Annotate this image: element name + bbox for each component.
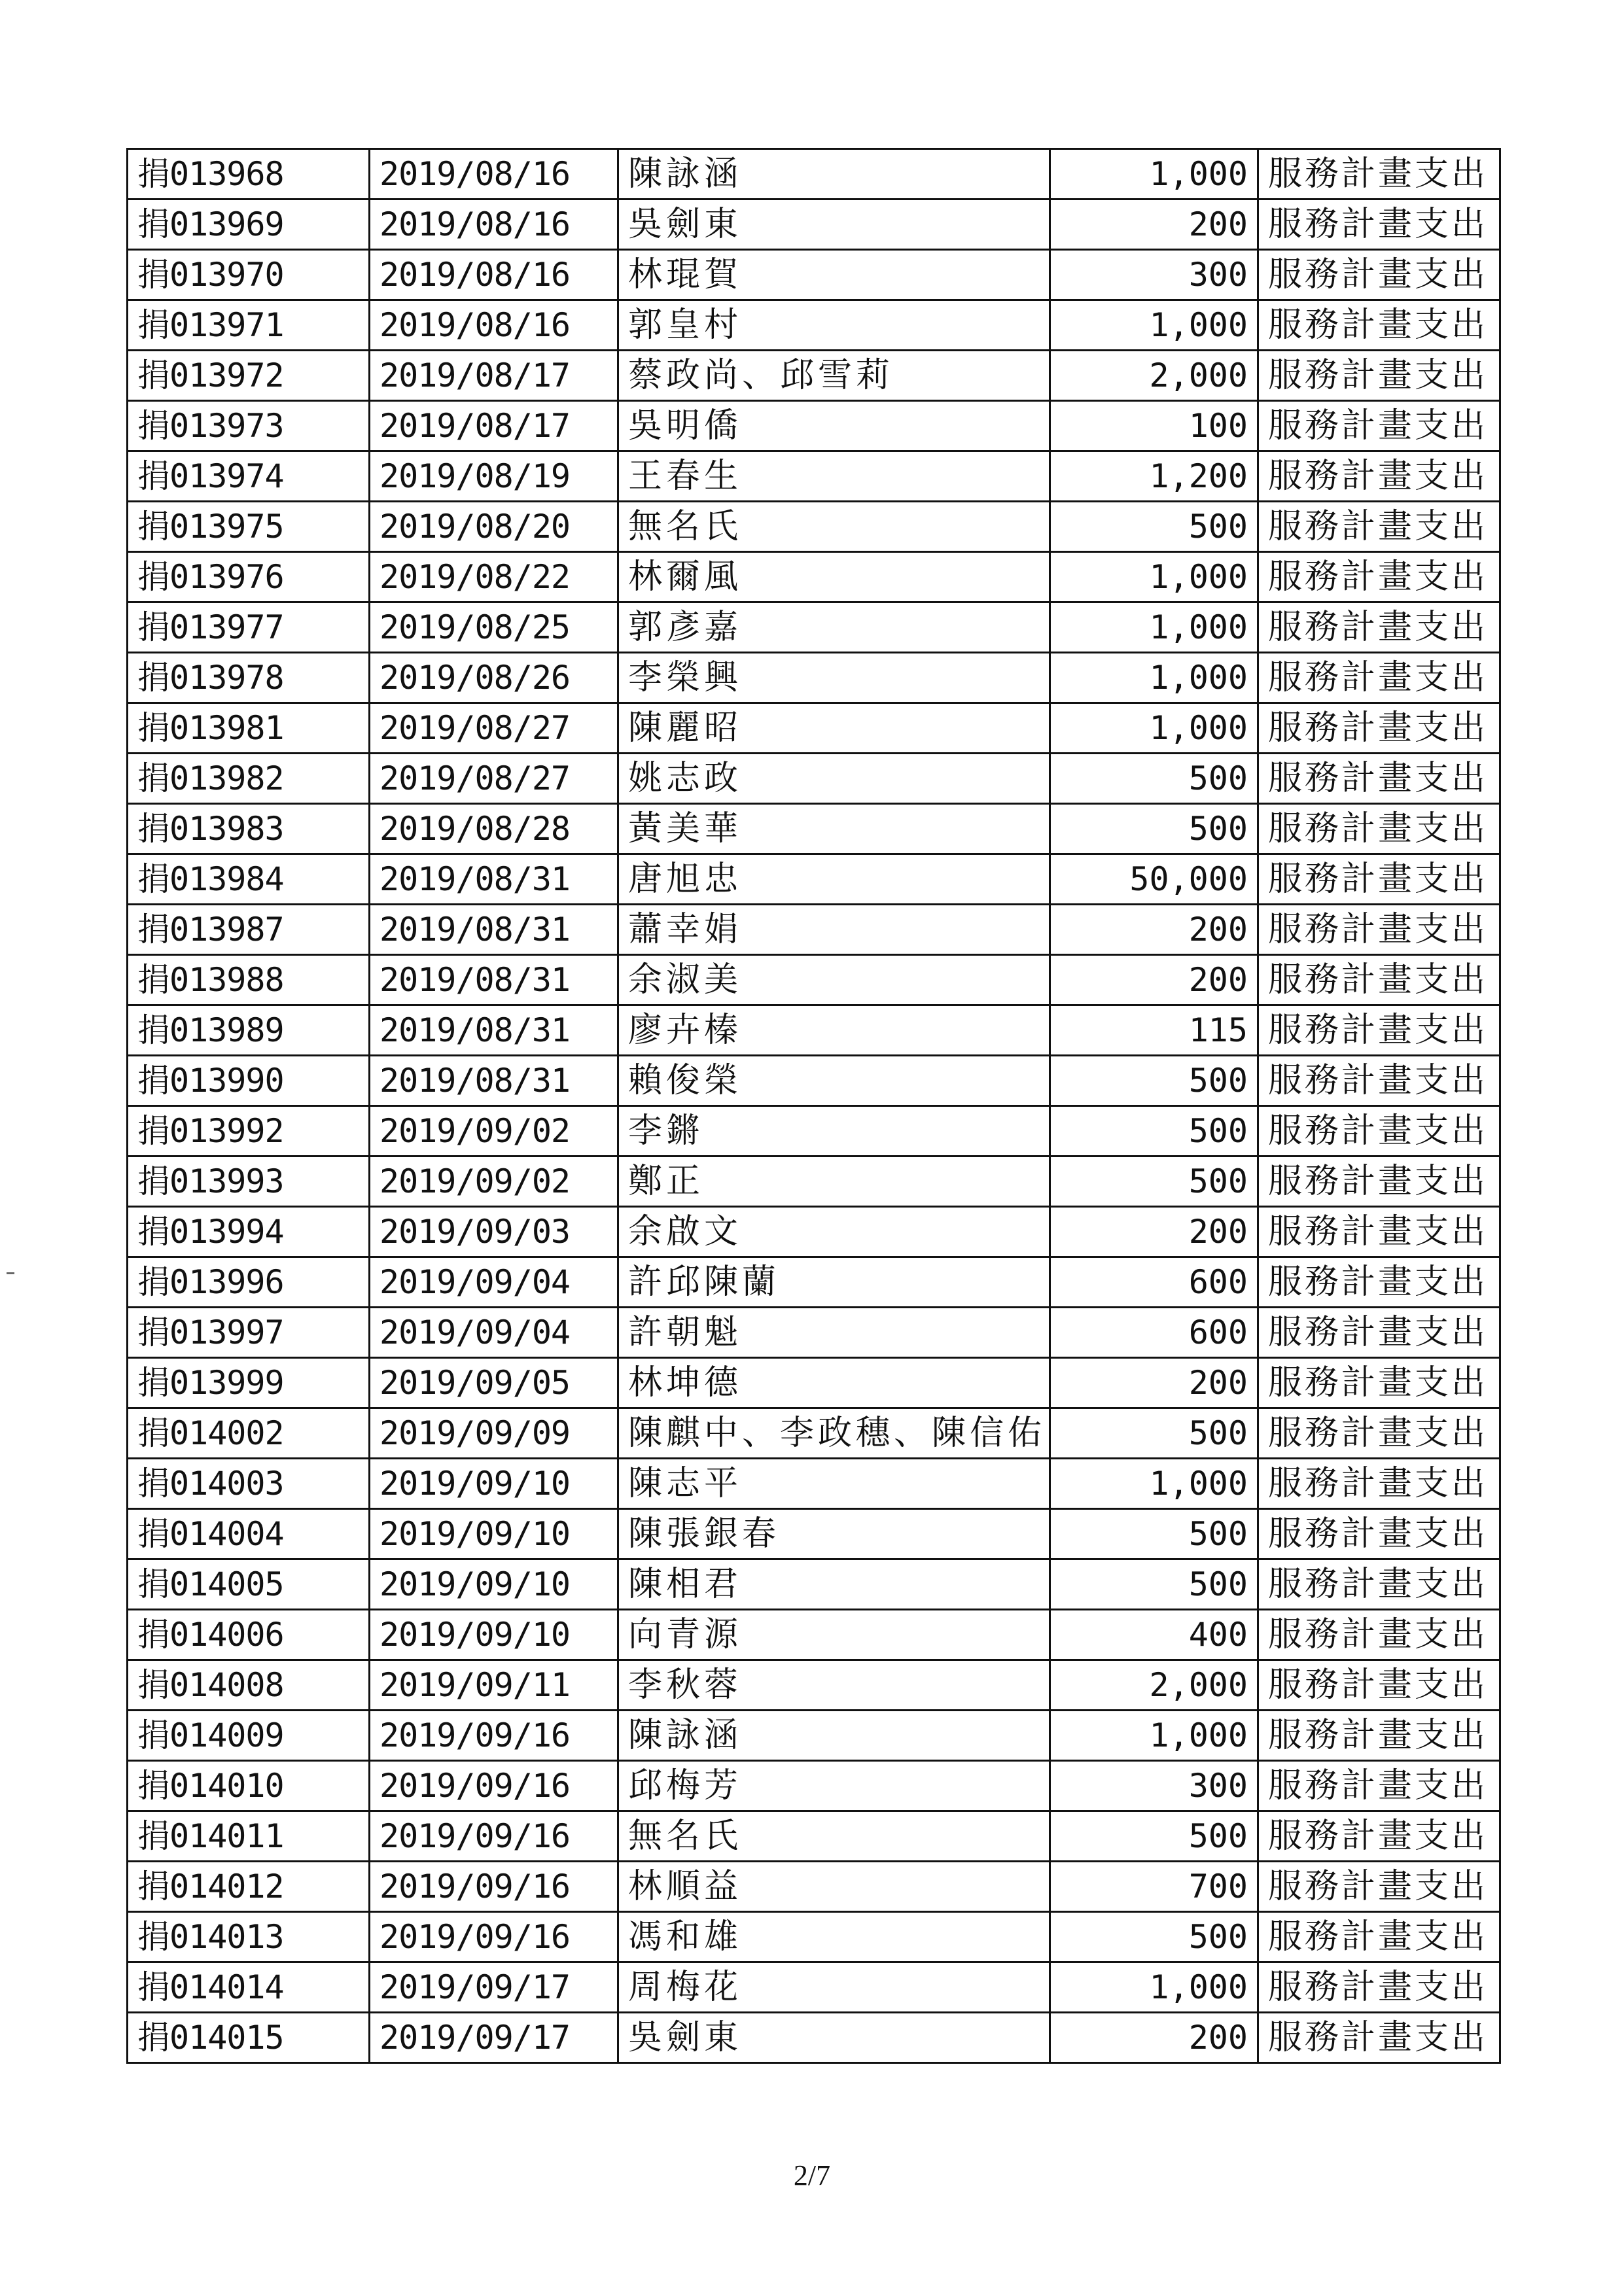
date-cell: 2019/08/20: [370, 502, 618, 552]
donor-name-cell: 吳明僑: [618, 401, 1050, 451]
amount-cell: 1,000: [1050, 703, 1258, 754]
purpose-cell: 服務計畫支出: [1258, 854, 1500, 905]
donor-name-cell: 許邱陳蘭: [618, 1257, 1050, 1308]
date-cell: 2019/08/27: [370, 754, 618, 804]
amount-cell: 500: [1050, 1408, 1258, 1459]
receipt-number-cell: 捐013987: [128, 905, 370, 955]
date-cell: 2019/08/25: [370, 602, 618, 653]
purpose-cell: 服務計畫支出: [1258, 1005, 1500, 1056]
donor-name-cell: 余啟文: [618, 1207, 1050, 1257]
purpose-cell: 服務計畫支出: [1258, 1257, 1500, 1308]
date-cell: 2019/09/09: [370, 1408, 618, 1459]
amount-cell: 200: [1050, 200, 1258, 250]
scan-mark: [7, 1272, 14, 1274]
amount-cell: 1,200: [1050, 451, 1258, 502]
purpose-cell: 服務計畫支出: [1258, 1157, 1500, 1207]
amount-cell: 500: [1050, 804, 1258, 854]
receipt-number-cell: 捐014011: [128, 1811, 370, 1862]
receipt-number-cell: 捐014010: [128, 1761, 370, 1811]
table-row: [128, 1358, 1500, 1408]
receipt-number-cell: 捐013972: [128, 351, 370, 401]
receipt-number-cell: 捐013974: [128, 451, 370, 502]
receipt-number-cell: 捐013973: [128, 401, 370, 451]
table-row: [128, 200, 1500, 250]
amount-cell: 200: [1050, 955, 1258, 1005]
date-cell: 2019/08/31: [370, 1005, 618, 1056]
date-cell: 2019/09/16: [370, 1862, 618, 1912]
amount-cell: 1,000: [1050, 149, 1258, 200]
amount-cell: 300: [1050, 250, 1258, 300]
purpose-cell: 服務計畫支出: [1258, 1761, 1500, 1811]
purpose-cell: 服務計畫支出: [1258, 200, 1500, 250]
donor-name-cell: 陳麗昭: [618, 703, 1050, 754]
table-row: [128, 451, 1500, 502]
date-cell: 2019/08/26: [370, 653, 618, 703]
table-row: [128, 149, 1500, 200]
table-row: [128, 1559, 1500, 1610]
purpose-cell: 服務計畫支出: [1258, 1862, 1500, 1912]
table-row: [128, 1862, 1500, 1912]
amount-cell: 1,000: [1050, 1711, 1258, 1761]
purpose-cell: 服務計畫支出: [1258, 502, 1500, 552]
amount-cell: 600: [1050, 1308, 1258, 1358]
receipt-number-cell: 捐013971: [128, 300, 370, 351]
receipt-number-cell: 捐013988: [128, 955, 370, 1005]
donor-name-cell: 無名氏: [618, 1811, 1050, 1862]
purpose-cell: 服務計畫支出: [1258, 1106, 1500, 1157]
receipt-number-cell: 捐013997: [128, 1308, 370, 1358]
receipt-number-cell: 捐014002: [128, 1408, 370, 1459]
amount-cell: 500: [1050, 1912, 1258, 1962]
receipt-number-cell: 捐014014: [128, 1962, 370, 2013]
receipt-number-cell: 捐013968: [128, 149, 370, 200]
amount-cell: 1,000: [1050, 602, 1258, 653]
donor-name-cell: 郭皇村: [618, 300, 1050, 351]
table-row: [128, 1711, 1500, 1761]
date-cell: 2019/08/31: [370, 854, 618, 905]
donor-name-cell: 陳張銀春: [618, 1509, 1050, 1559]
amount-cell: 115: [1050, 1005, 1258, 1056]
date-cell: 2019/09/16: [370, 1811, 618, 1862]
purpose-cell: 服務計畫支出: [1258, 602, 1500, 653]
purpose-cell: 服務計畫支出: [1258, 149, 1500, 200]
receipt-number-cell: 捐014008: [128, 1660, 370, 1711]
purpose-cell: 服務計畫支出: [1258, 300, 1500, 351]
receipt-number-cell: 捐014013: [128, 1912, 370, 1962]
purpose-cell: 服務計畫支出: [1258, 955, 1500, 1005]
receipt-number-cell: 捐014003: [128, 1459, 370, 1509]
table-row: [128, 1106, 1500, 1157]
date-cell: 2019/09/17: [370, 2013, 618, 2063]
purpose-cell: 服務計畫支出: [1258, 1056, 1500, 1106]
donor-name-cell: 林順益: [618, 1862, 1050, 1912]
receipt-number-cell: 捐013976: [128, 552, 370, 602]
amount-cell: 500: [1050, 1559, 1258, 1610]
receipt-number-cell: 捐014005: [128, 1559, 370, 1610]
donor-name-cell: 姚志政: [618, 754, 1050, 804]
table-row: [128, 854, 1500, 905]
amount-cell: 500: [1050, 1157, 1258, 1207]
purpose-cell: 服務計畫支出: [1258, 653, 1500, 703]
receipt-number-cell: 捐013994: [128, 1207, 370, 1257]
date-cell: 2019/08/16: [370, 300, 618, 351]
date-cell: 2019/09/04: [370, 1308, 618, 1358]
receipt-number-cell: 捐013981: [128, 703, 370, 754]
date-cell: 2019/08/22: [370, 552, 618, 602]
donor-name-cell: 陳麒中、李政穗、陳信佑: [618, 1408, 1050, 1459]
date-cell: 2019/08/31: [370, 955, 618, 1005]
receipt-number-cell: 捐014012: [128, 1862, 370, 1912]
donor-name-cell: 余淑美: [618, 955, 1050, 1005]
receipt-number-cell: 捐014015: [128, 2013, 370, 2063]
purpose-cell: 服務計畫支出: [1258, 1308, 1500, 1358]
table-row: [128, 1056, 1500, 1106]
purpose-cell: 服務計畫支出: [1258, 703, 1500, 754]
amount-cell: 300: [1050, 1761, 1258, 1811]
purpose-cell: 服務計畫支出: [1258, 1559, 1500, 1610]
date-cell: 2019/08/31: [370, 905, 618, 955]
purpose-cell: 服務計畫支出: [1258, 552, 1500, 602]
receipt-number-cell: 捐013978: [128, 653, 370, 703]
donor-name-cell: 廖卉榛: [618, 1005, 1050, 1056]
amount-cell: 1,000: [1050, 1459, 1258, 1509]
donor-name-cell: 蕭幸娟: [618, 905, 1050, 955]
donor-name-cell: 林爾風: [618, 552, 1050, 602]
table-row: [128, 1660, 1500, 1711]
date-cell: 2019/09/04: [370, 1257, 618, 1308]
purpose-cell: 服務計畫支出: [1258, 2013, 1500, 2063]
donor-name-cell: 陳詠涵: [618, 149, 1050, 200]
amount-cell: 200: [1050, 1358, 1258, 1408]
table-row: [128, 1509, 1500, 1559]
purpose-cell: 服務計畫支出: [1258, 451, 1500, 502]
donor-name-cell: 林琨賀: [618, 250, 1050, 300]
purpose-cell: 服務計畫支出: [1258, 1811, 1500, 1862]
page-number: 2/7: [793, 2159, 831, 2191]
purpose-cell: 服務計畫支出: [1258, 401, 1500, 451]
receipt-number-cell: 捐014006: [128, 1610, 370, 1660]
date-cell: 2019/09/16: [370, 1711, 618, 1761]
date-cell: 2019/08/17: [370, 401, 618, 451]
receipt-number-cell: 捐013970: [128, 250, 370, 300]
donor-name-cell: 周梅花: [618, 1962, 1050, 2013]
donation-table: [126, 148, 1501, 2064]
donor-name-cell: 鄭正: [618, 1157, 1050, 1207]
date-cell: 2019/09/03: [370, 1207, 618, 1257]
purpose-cell: 服務計畫支出: [1258, 1912, 1500, 1962]
table-row: [128, 1811, 1500, 1862]
table-row: [128, 1408, 1500, 1459]
donor-name-cell: 吳劍東: [618, 2013, 1050, 2063]
date-cell: 2019/09/17: [370, 1962, 618, 2013]
purpose-cell: 服務計畫支出: [1258, 1207, 1500, 1257]
purpose-cell: 服務計畫支出: [1258, 1962, 1500, 2013]
donor-name-cell: 賴俊榮: [618, 1056, 1050, 1106]
receipt-number-cell: 捐013982: [128, 754, 370, 804]
table-row: [128, 1912, 1500, 1962]
receipt-number-cell: 捐013996: [128, 1257, 370, 1308]
amount-cell: 50,000: [1050, 854, 1258, 905]
amount-cell: 1,000: [1050, 1962, 1258, 2013]
receipt-number-cell: 捐013983: [128, 804, 370, 854]
purpose-cell: 服務計畫支出: [1258, 1610, 1500, 1660]
purpose-cell: 服務計畫支出: [1258, 905, 1500, 955]
table-row: [128, 1257, 1500, 1308]
table-row: [128, 905, 1500, 955]
table-row: [128, 1005, 1500, 1056]
donor-name-cell: 吳劍東: [618, 200, 1050, 250]
date-cell: 2019/08/16: [370, 149, 618, 200]
table-row: [128, 552, 1500, 602]
table-row: [128, 1207, 1500, 1257]
donor-name-cell: 向青源: [618, 1610, 1050, 1660]
donor-name-cell: 馮和雄: [618, 1912, 1050, 1962]
purpose-cell: 服務計畫支出: [1258, 351, 1500, 401]
receipt-number-cell: 捐013993: [128, 1157, 370, 1207]
donation-table-body: [128, 149, 1500, 2063]
date-cell: 2019/09/16: [370, 1761, 618, 1811]
donor-name-cell: 蔡政尚、邱雪莉: [618, 351, 1050, 401]
amount-cell: 1,000: [1050, 552, 1258, 602]
purpose-cell: 服務計畫支出: [1258, 1408, 1500, 1459]
purpose-cell: 服務計畫支出: [1258, 804, 1500, 854]
amount-cell: 500: [1050, 502, 1258, 552]
purpose-cell: 服務計畫支出: [1258, 250, 1500, 300]
table-row: [128, 703, 1500, 754]
table-row: [128, 351, 1500, 401]
table-row: [128, 1459, 1500, 1509]
purpose-cell: 服務計畫支出: [1258, 1358, 1500, 1408]
receipt-number-cell: 捐013992: [128, 1106, 370, 1157]
table-row: [128, 955, 1500, 1005]
receipt-number-cell: 捐014004: [128, 1509, 370, 1559]
table-row: [128, 1962, 1500, 2013]
donor-name-cell: 許朝魁: [618, 1308, 1050, 1358]
amount-cell: 1,000: [1050, 300, 1258, 351]
amount-cell: 2,000: [1050, 351, 1258, 401]
amount-cell: 500: [1050, 1509, 1258, 1559]
donor-name-cell: 李榮興: [618, 653, 1050, 703]
date-cell: 2019/08/16: [370, 200, 618, 250]
date-cell: 2019/09/02: [370, 1157, 618, 1207]
amount-cell: 2,000: [1050, 1660, 1258, 1711]
amount-cell: 500: [1050, 754, 1258, 804]
donor-name-cell: 陳志平: [618, 1459, 1050, 1509]
table-row: [128, 1610, 1500, 1660]
receipt-number-cell: 捐013989: [128, 1005, 370, 1056]
date-cell: 2019/08/19: [370, 451, 618, 502]
date-cell: 2019/08/27: [370, 703, 618, 754]
date-cell: 2019/09/10: [370, 1459, 618, 1509]
date-cell: 2019/09/10: [370, 1559, 618, 1610]
table-row: [128, 653, 1500, 703]
donor-name-cell: 林坤德: [618, 1358, 1050, 1408]
receipt-number-cell: 捐013999: [128, 1358, 370, 1408]
donor-name-cell: 李鏘: [618, 1106, 1050, 1157]
table-row: [128, 502, 1500, 552]
receipt-number-cell: 捐013977: [128, 602, 370, 653]
receipt-number-cell: 捐013975: [128, 502, 370, 552]
amount-cell: 1,000: [1050, 653, 1258, 703]
donor-name-cell: 陳詠涵: [618, 1711, 1050, 1761]
amount-cell: 200: [1050, 1207, 1258, 1257]
table-row: [128, 602, 1500, 653]
receipt-number-cell: 捐014009: [128, 1711, 370, 1761]
table-row: [128, 401, 1500, 451]
donor-name-cell: 陳相君: [618, 1559, 1050, 1610]
table-row: [128, 1157, 1500, 1207]
table-row: [128, 2013, 1500, 2063]
donor-name-cell: 王春生: [618, 451, 1050, 502]
amount-cell: 500: [1050, 1811, 1258, 1862]
purpose-cell: 服務計畫支出: [1258, 1509, 1500, 1559]
table-row: [128, 754, 1500, 804]
amount-cell: 400: [1050, 1610, 1258, 1660]
date-cell: 2019/09/05: [370, 1358, 618, 1408]
amount-cell: 500: [1050, 1056, 1258, 1106]
amount-cell: 500: [1050, 1106, 1258, 1157]
date-cell: 2019/08/17: [370, 351, 618, 401]
purpose-cell: 服務計畫支出: [1258, 754, 1500, 804]
purpose-cell: 服務計畫支出: [1258, 1711, 1500, 1761]
table-row: [128, 1761, 1500, 1811]
amount-cell: 200: [1050, 2013, 1258, 2063]
donor-name-cell: 黃美華: [618, 804, 1050, 854]
receipt-number-cell: 捐013969: [128, 200, 370, 250]
date-cell: 2019/08/16: [370, 250, 618, 300]
table-row: [128, 250, 1500, 300]
purpose-cell: 服務計畫支出: [1258, 1459, 1500, 1509]
date-cell: 2019/09/10: [370, 1610, 618, 1660]
receipt-number-cell: 捐013984: [128, 854, 370, 905]
donor-name-cell: 邱梅芳: [618, 1761, 1050, 1811]
date-cell: 2019/09/16: [370, 1912, 618, 1962]
amount-cell: 700: [1050, 1862, 1258, 1912]
amount-cell: 100: [1050, 401, 1258, 451]
table-row: [128, 1308, 1500, 1358]
date-cell: 2019/08/31: [370, 1056, 618, 1106]
date-cell: 2019/09/10: [370, 1509, 618, 1559]
donor-name-cell: 無名氏: [618, 502, 1050, 552]
donor-name-cell: 李秋蓉: [618, 1660, 1050, 1711]
purpose-cell: 服務計畫支出: [1258, 1660, 1500, 1711]
amount-cell: 200: [1050, 905, 1258, 955]
donor-name-cell: 郭彥嘉: [618, 602, 1050, 653]
receipt-number-cell: 捐013990: [128, 1056, 370, 1106]
date-cell: 2019/08/28: [370, 804, 618, 854]
table-row: [128, 300, 1500, 351]
date-cell: 2019/09/02: [370, 1106, 618, 1157]
amount-cell: 600: [1050, 1257, 1258, 1308]
table-row: [128, 804, 1500, 854]
date-cell: 2019/09/11: [370, 1660, 618, 1711]
donor-name-cell: 唐旭忠: [618, 854, 1050, 905]
